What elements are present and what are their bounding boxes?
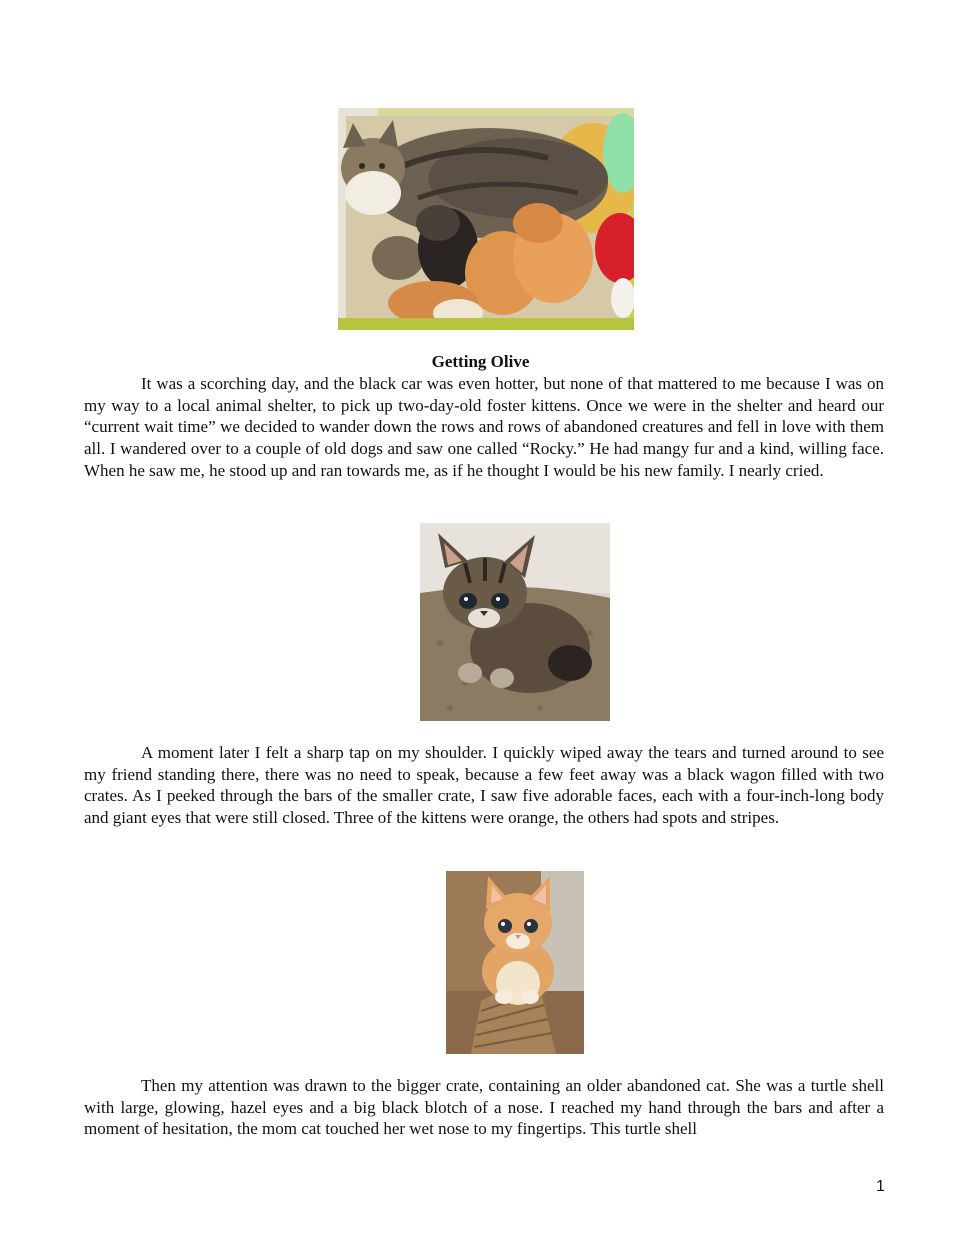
mother-cat-with-kittens-photo: [338, 108, 634, 330]
orange-kitten-photo: [446, 871, 584, 1054]
page-number: 1: [876, 1178, 885, 1195]
paragraph-2: A moment later I felt a sharp tap on my shoulder. I quickly wiped away the tears and turned around to see my friend standing there, there was no need to speak, because a few feet away was a black wagon filled with two crates. As I peeked through the bars of the smaller crate, I saw five adorable faces, each with a four-inch-long body and giant eyes that were still closed. Three of the kittens were orange, the others had spots and stripes.: [84, 743, 884, 828]
paragraph-1: It was a scorching day, and the black car was even hotter, but none of that mattered to me because I was on my way to a local animal shelter, to pick up two-day-old foster kittens. Once we were in the shelter and heard our “current wait time” we decided to wander down the rows and rows of abandoned creatures and fell in love with them all. I wandered over to a couple of old dogs and saw one called “Rocky.” He had mangy fur and a kind, willing face. When he saw me, he stood up and ran towards me, as if he thought I would be his new family. I nearly cried.: [84, 374, 884, 480]
paragraph-3: Then my attention was drawn to the bigger crate, containing an older abandoned cat. She was a turtle shell with large, glowing, hazel eyes and a big black blotch of a nose. I reached my hand through the bars and after a moment of hesitation, the mom cat touched her wet nose to my fingertips. This turtle shell: [84, 1076, 884, 1139]
tabby-kitten-photo: [420, 523, 610, 721]
document-title: Getting Olive: [431, 352, 530, 371]
